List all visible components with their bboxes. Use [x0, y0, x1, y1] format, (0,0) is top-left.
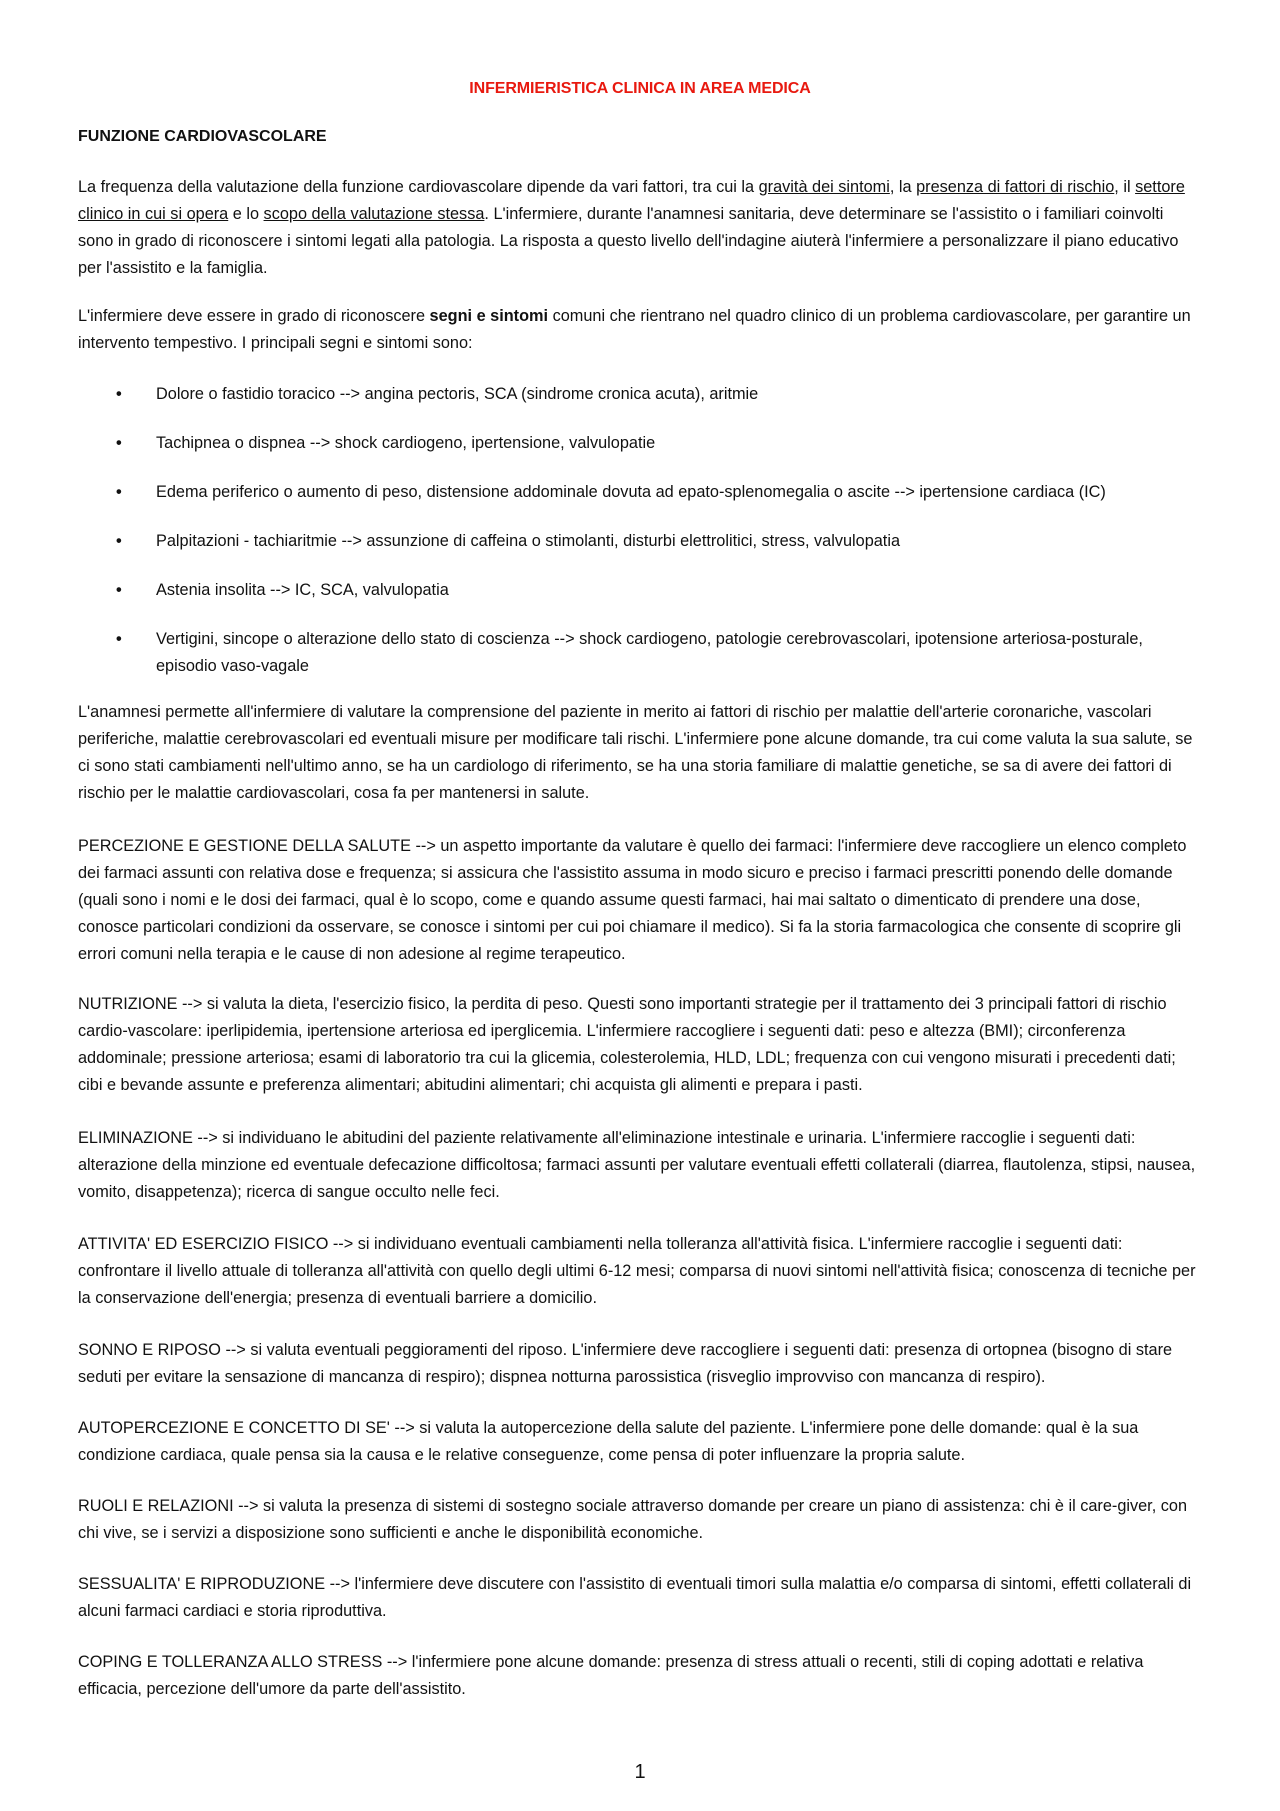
- section-heading: FUNZIONE CARDIOVASCOLARE: [78, 128, 327, 145]
- document-title: INFERMIERISTICA CLINICA IN AREA MEDICA: [469, 80, 811, 97]
- signs-intro-paragraph: L'infermiere deve essere in grado di riconoscere segni e sintomi comuni che rientrano nel quadro clinico di un problema cardiovascolare, per garantire un intervento tempestivo. I principali segni e sintomi sono:: [78, 307, 1191, 352]
- list-item: • Vertigini, sincope o alterazione dello stato di coscienza --> shock cardiogeno, patologie cerebrovascolari, ipotensione arteriosa-posturale, episodio vaso-vagale: [78, 626, 1202, 680]
- health-perception-paragraph: PERCEZIONE E GESTIONE DELLA SALUTE --> un aspetto importante da valutare è quello dei farmaci: l'infermiere deve raccogliere un elenco completo dei farmaci assunti con relativa dose e frequenza; si assicura che l'assistito assuma in modo sicuro e preciso i farmaci prescritti ponendo delle domande (quali sono i nomi e le dosi dei farmaci, qual è lo scopo, come e quando assume questi farmaci, hai mai saltato o dimenticato di prendere una dose, conosce particolari condizioni da osservare, se conosce i sintomi per cui poi chiamare il medico). Si fa la storia farmacologica che consente di scoprire gli errori comuni nella terapia e le cause di non adesione al regime terapeutico.: [78, 837, 1187, 963]
- underlined-term: settore clinico in cui si opera: [78, 178, 1185, 223]
- bullet-icon: •: [116, 630, 122, 648]
- nutrition-paragraph: NUTRIZIONE --> si valuta la dieta, l'esercizio fisico, la perdita di peso. Questi sono importanti strategie per il trattamento dei 3 principali fattori di rischio cardio-vascolare: iperlipidemia, ipertensione arteriosa ed iperglicemia. L'infermiere raccogliere i seguenti dati: peso e altezza (BMI); circonferenza addominale; pressione arteriosa; esami di laboratorio tra cui la glicemia, colesterolemia, HLD, LDL; frequenza con cui vengono misurati i precedenti dati; cibi e bevande assunte e preferenza alimentari; abitudini alimentari; chi acquista gli alimenti e prepara i pasti.: [78, 995, 1176, 1094]
- underlined-term: gravità dei sintomi: [758, 178, 890, 196]
- bullet-icon: •: [116, 385, 122, 403]
- sleep-paragraph: SONNO E RIPOSO --> si valuta eventuali peggioramenti del riposo. L'infermiere deve raccogliere i seguenti dati: presenza di ortopnea (bisogno di stare seduti per evitare la sensazione di mancanza di respiro); dispnea notturna parossistica (risveglio improvviso con mancanza di respiro).: [78, 1341, 1173, 1386]
- list-item: • Edema periferico o aumento di peso, distensione addominale dovuta ad epato-splenomegalia o ascite --> ipertensione cardiaca (IC): [78, 479, 1202, 506]
- symptoms-list: [78, 381, 1202, 702]
- anamnesi-paragraph: L'anamnesi permette all'infermiere di valutare la comprensione del paziente in merito ai fattori di rischio per malattie dell'arterie coronariche, vascolari periferiche, malattie cerebrovascolari ed eventuali misure per modificare tali rischi. L'infermiere pone alcune domande, tra cui come valuta la sua salute, se ci sono stati cambiamenti nell'ultimo anno, se ha un cardiologo di riferimento, se ha una storia familiare di malattie genetiche, se sa di avere dei fattori di rischio per le malattie cardiovascolari, cosa fa per mantenersi in salute.: [78, 703, 1193, 802]
- bullet-icon: •: [116, 483, 122, 501]
- bold-term: segni e sintomi: [429, 307, 549, 325]
- bullet-icon: •: [116, 532, 122, 550]
- list-item: • Tachipnea o dispnea --> shock cardiogeno, ipertensione, valvulopatie: [78, 430, 1202, 457]
- list-item: • Palpitazioni - tachiaritmie --> assunzione di caffeina o stimolanti, disturbi elettrolitici, stress, valvulopatia: [78, 528, 1202, 555]
- bullet-icon: •: [116, 434, 122, 452]
- list-item: • Dolore o fastidio toracico --> angina pectoris, SCA (sindrome cronica acuta), aritmie: [78, 381, 1202, 408]
- roles-paragraph: RUOLI E RELAZIONI --> si valuta la presenza di sistemi di sostegno sociale attraverso domande per creare un piano di assistenza: chi è il care-giver, con chi vive, se i servizi a disposizione sono sufficienti e anche le disponibilità economiche.: [78, 1497, 1188, 1542]
- page-number: 1: [634, 1761, 646, 1783]
- underlined-term: scopo della valutazione stessa: [263, 205, 485, 223]
- list-item: • Astenia insolita --> IC, SCA, valvulopatia: [78, 577, 1202, 604]
- underlined-term: presenza di fattori di rischio: [916, 178, 1115, 196]
- coping-paragraph: COPING E TOLLERANZA ALLO STRESS --> l'infermiere pone alcune domande: presenza di stress attuali o recenti, stili di coping adottati e relativa efficacia, percezione dell'umore da parte dell'assistito.: [78, 1653, 1144, 1698]
- bullet-icon: •: [116, 581, 122, 599]
- self-perception-paragraph: AUTOPERCEZIONE E CONCETTO DI SE' --> si valuta la autopercezione della salute del paziente. L'infermiere pone delle domande: qual è la sua condizione cardiaca, quale pensa sia la causa e le relative conseguenze, come pensa di poter influenzare la propria salute.: [78, 1419, 1139, 1464]
- elimination-paragraph: ELIMINAZIONE --> si individuano le abitudini del paziente relativamente all'eliminazione intestinale e urinaria. L'infermiere raccoglie i seguenti dati: alterazione della minzione ed eventuale defecazione difficoltosa; farmaci assunti per valutare eventuali effetti collaterali (diarrea, flautolenza, stipsi, nausea, vomito, disappetenza); ricerca di sangue occulto nelle feci.: [78, 1129, 1196, 1201]
- activity-paragraph: ATTIVITA' ED ESERCIZIO FISICO --> si individuano eventuali cambiamenti nella tolleranza all'attività fisica. L'infermiere raccoglie i seguenti dati: confrontare il livello attuale di tolleranza all'attività con quello degli ultimi 6-12 mesi; comparsa di nuovi sintomi nell'attività fisica; conoscenza di tecniche per la conservazione dell'energia; presenza di eventuali barriere a domicilio.: [78, 1235, 1196, 1307]
- intro-paragraph: La frequenza della valutazione della funzione cardiovascolare dipende da vari fattori, tra cui la gravità dei sintomi, la presenza di fattori di rischio, il settore clinico in cui si opera e lo scopo della valutazione stessa. L'infermiere, durante l'anamnesi sanitaria, deve determinare se l'assistito o i familiari coinvolti sono in grado di riconoscere i sintomi legati alla patologia. La risposta a questo livello dell'indagine aiuterà l'infermiere a personalizzare il piano educativo per l'assistito e la famiglia.: [78, 178, 1185, 277]
- sexuality-paragraph: SESSUALITA' E RIPRODUZIONE --> l'infermiere deve discutere con l'assistito di eventuali timori sulla malattia e/o comparsa di sintomi, effetti collaterali di alcuni farmaci cardiaci e storia riproduttiva.: [78, 1575, 1192, 1620]
